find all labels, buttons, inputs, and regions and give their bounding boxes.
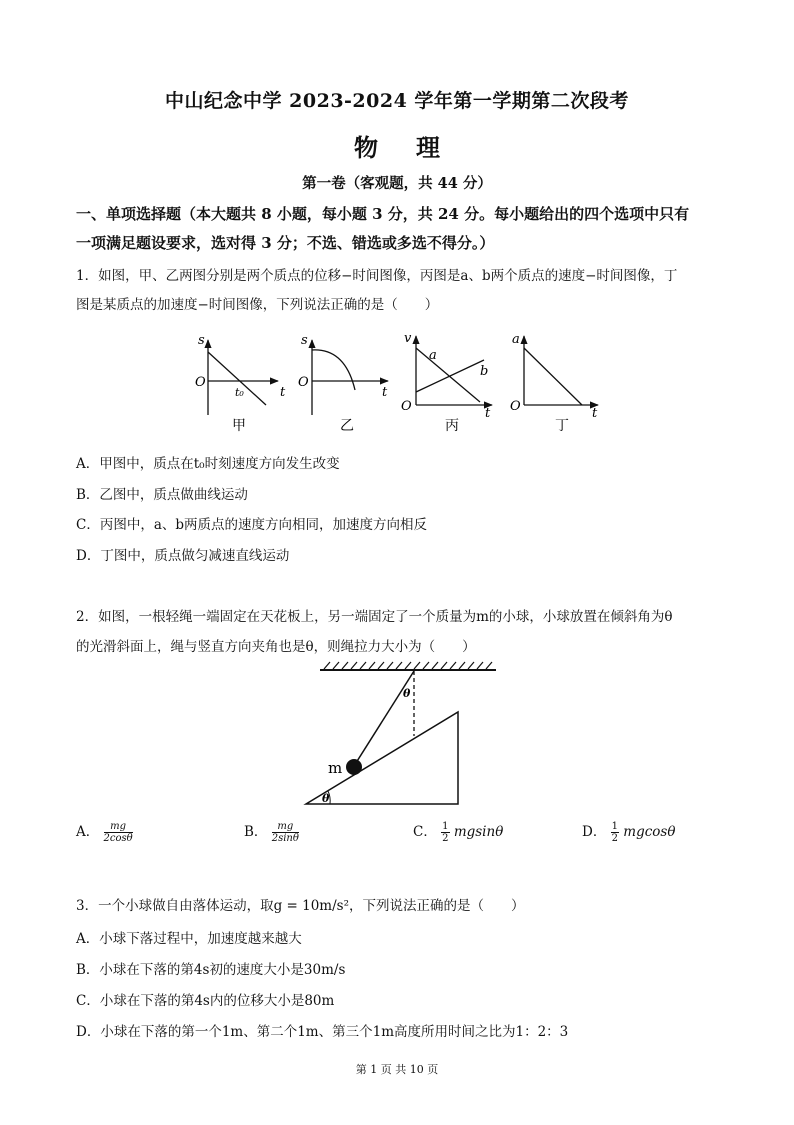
ball-mass-label: m	[328, 759, 343, 777]
graph-ding-y-label: a	[512, 332, 520, 347]
graph-jia-t0-label: t₀	[235, 386, 244, 399]
graph-yi-y-label: s	[301, 333, 308, 348]
graph-jia-origin: O	[195, 375, 206, 390]
q1-option-d: D．丁图中，质点做匀减速直线运动	[76, 548, 290, 564]
graph-yi-caption: 乙	[340, 418, 354, 434]
q2-incline-figure	[300, 660, 500, 810]
q3-option-b: B．小球在下落的第4s初的速度大小是30m/s	[76, 962, 346, 978]
q3-option-a: A．小球下落过程中，加速度越来越大	[76, 931, 302, 947]
graph-ding	[510, 332, 598, 434]
q2-stem-line2: 的光滑斜面上，绳与竖直方向夹角也是θ，则绳拉力大小为（ ）	[76, 639, 476, 655]
graph-jia-x-label: t	[280, 385, 286, 400]
part1-instructions-line1: 一、单项选择题（本大题共 8 小题，每小题 3 分，共 24 分。每小题给出的四个选项中只有	[76, 205, 690, 223]
graph-yi	[298, 333, 388, 434]
q3-option-c: C．小球在下落的第4s内的位移大小是80m	[76, 993, 335, 1009]
graph-bing-line-a	[416, 348, 480, 402]
graph-yi-origin: O	[298, 375, 309, 390]
q1-option-c: C．丙图中，a、b两质点的速度方向相同，加速度方向相反	[76, 517, 428, 533]
q2-option-c: C． $\frac{1}{2}$ mgsinθ	[413, 821, 504, 844]
graph-jia-y-label: s	[198, 333, 205, 348]
q2-option-d: D． $\frac{1}{2}$ mgcosθ	[582, 821, 676, 844]
graph-bing-x-label: t	[485, 406, 491, 421]
q1-stem-line1: 1．如图，甲、乙两图分别是两个质点的位移−时间图像，丙图是a、b两个质点的速度−时间图像，丁	[76, 268, 678, 284]
subject-title: 物理	[354, 133, 478, 162]
graph-ding-x-label: t	[592, 406, 598, 421]
graph-bing-a-label: a	[429, 348, 437, 363]
rope-angle-label: θ	[403, 687, 411, 700]
graph-jia-caption: 甲	[232, 418, 246, 434]
graph-yi-x-label: t	[382, 385, 388, 400]
exam-title: 中山纪念中学 2023-2024 学年第一学期第二次段考	[165, 90, 629, 112]
graph-ding-origin: O	[510, 399, 521, 414]
incline-angle-label: θ	[322, 792, 330, 805]
q2-option-b: B． $\frac{mg}{2\sin\theta}$	[244, 821, 299, 844]
graph-bing-line-b	[416, 360, 484, 392]
section-heading: 第一卷（客观题，共 44 分）	[302, 175, 492, 192]
q2-stem-line1: 2．如图，一根轻绳一端固定在天花板上，另一端固定了一个质量为m的小球，小球放置在倾斜角为θ	[76, 609, 673, 625]
page-footer: 第 1 页 共 10 页	[355, 1063, 439, 1076]
part1-instructions-line2: 一项满足题设要求，选对得 3 分；不选、错选或多选不得分。）	[76, 234, 495, 252]
graph-bing-origin: O	[401, 399, 412, 414]
q2-option-a: A． $\frac{mg}{2\cos\theta}$	[76, 821, 133, 844]
q1-stem-line2: 图是某质点的加速度−时间图像，下列说法正确的是（ ）	[76, 297, 439, 313]
q3-stem: 3．一个小球做自由落体运动，取g = 10m/s²，下列说法正确的是（ ）	[76, 898, 525, 914]
rope	[354, 671, 414, 766]
graph-bing-y-label: v	[404, 331, 412, 346]
graph-jia	[195, 333, 286, 434]
q3-option-d: D．小球在下落的第一个1m、第二个1m、第三个1m高度所用时间之比为1：2：3	[76, 1024, 569, 1040]
graph-bing	[401, 331, 492, 434]
q1-graphs-figure	[180, 330, 620, 438]
ceiling-hatch	[324, 662, 492, 669]
graph-bing-caption: 丙	[445, 418, 459, 434]
graph-ding-caption: 丁	[555, 418, 569, 434]
graph-bing-b-label: b	[480, 364, 489, 379]
incline-triangle	[306, 712, 458, 804]
q1-option-b: B．乙图中，质点做曲线运动	[76, 487, 248, 503]
q1-option-a: A．甲图中，质点在t₀时刻速度方向发生改变	[76, 456, 340, 472]
ball	[346, 759, 362, 775]
